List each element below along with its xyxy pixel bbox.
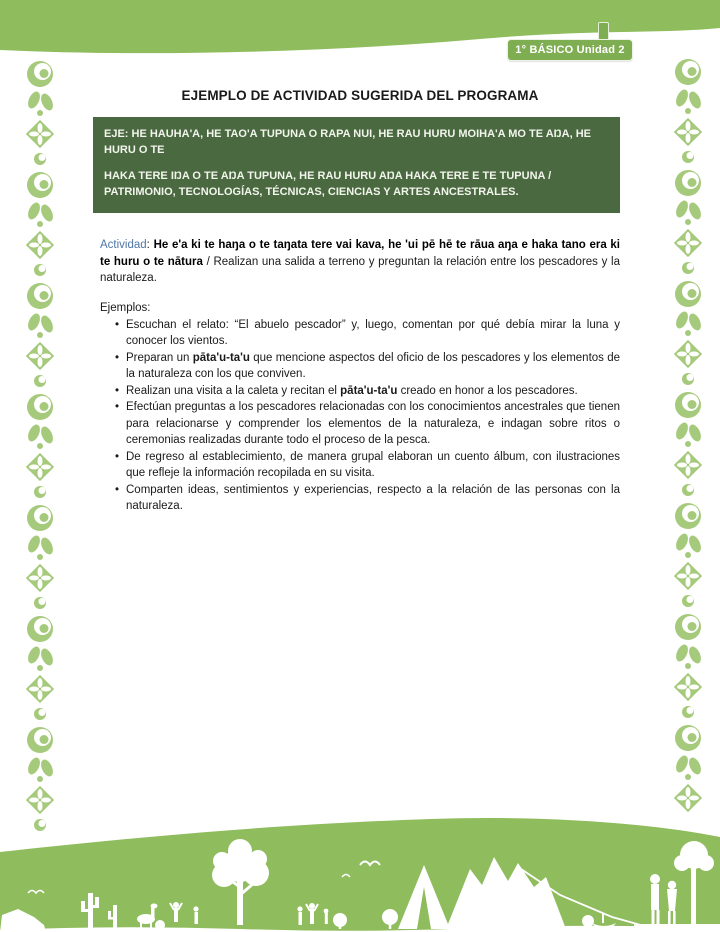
- list-item-text: Realizan una visita a la caleta y recitan el pāta'u-ta'u creado en honor a los pescadores.: [126, 384, 578, 397]
- list-item: [100, 383, 620, 400]
- list-item: [100, 350, 620, 383]
- activity-label: Actividad: [100, 239, 147, 251]
- activity-separator: /: [202, 255, 214, 268]
- list-item: [100, 317, 620, 350]
- list-item-text: Escuchan el relato: “El abuelo pescador” y, luego, comentan por qué debía mirar la luna y conocer los vientos.: [126, 318, 620, 347]
- examples-heading: Ejemplos:: [100, 301, 151, 314]
- footer-landscape-illustration: [0, 817, 720, 932]
- list-item: [100, 399, 620, 449]
- left-border-pattern-icon: [24, 58, 56, 833]
- examples-list: [100, 317, 620, 515]
- eje-box: [93, 117, 620, 213]
- eje-paragraph-2: HAKA TERE IŊA O TE AŊA TUPUNA, HE RAU HURU AŊA HAKA TERE E TE TUPUNA / PATRIMONIO, TECNOLOGÍAS, TÉCNICAS, CIENCIAS Y ARTES ANCESTRALES.: [104, 170, 552, 198]
- list-item-text: Preparan un pāta'u-ta'u que mencione aspectos del oficio de los pescadores y los elementos de la naturaleza con los que conviven.: [126, 351, 621, 380]
- list-item: [100, 482, 620, 515]
- list-item-text: De regreso al establecimiento, de manera grupal elaboran un cuento álbum, con ilustraciones que refleje la información recopilada en su visita.: [126, 450, 620, 479]
- list-item-text: Comparten ideas, sentimientos y experiencias, respecto a la relación de las personas con la naturaleza.: [126, 483, 620, 512]
- activity-spanish-text: Realizan una salida a terreno y preguntan la relación entre los pescadores y la naturaleza.: [100, 255, 620, 284]
- right-border-pattern-icon: [672, 56, 704, 817]
- eje-paragraph-1: EJE: HE HAUHA'A, HE TAO'A TUPUNA O RAPA NUI, HE RAU HURU MOIHA'A MO TE AŊA, HE HURU O TE: [104, 128, 591, 156]
- activity-colon: :: [146, 239, 154, 251]
- bullet-icon: •: [115, 450, 120, 463]
- page-title: EJEMPLO DE ACTIVIDAD SUGERIDA DEL PROGRAMA: [181, 88, 539, 103]
- list-item: [100, 449, 620, 482]
- document-content: [100, 88, 620, 515]
- bullet-icon: •: [115, 483, 120, 496]
- list-item-text: Efectúan preguntas a los pescadores relacionadas con los conocimientos ancestrales que tienen para relacionarse y comprender los elementos de la naturaleza, e indagan sobre ritos o ceremonias realizadas durante todo el proceso de la pesca.: [126, 401, 620, 446]
- unit-badge: [507, 39, 633, 61]
- unit-badge-label: 1° BÁSICO Unidad 2: [515, 44, 625, 56]
- bullet-icon: •: [115, 384, 120, 397]
- bullet-icon: •: [115, 318, 120, 331]
- activity-rapanui-text: He e'a ki te haŋa o te taŋata tere vai kava, he 'ui pē hē te rāua aŋa e haka tano era ki te huru o te nātura: [100, 239, 620, 268]
- bullet-icon: •: [115, 351, 120, 364]
- activity-paragraph: [100, 237, 620, 287]
- bullet-icon: •: [115, 401, 120, 413]
